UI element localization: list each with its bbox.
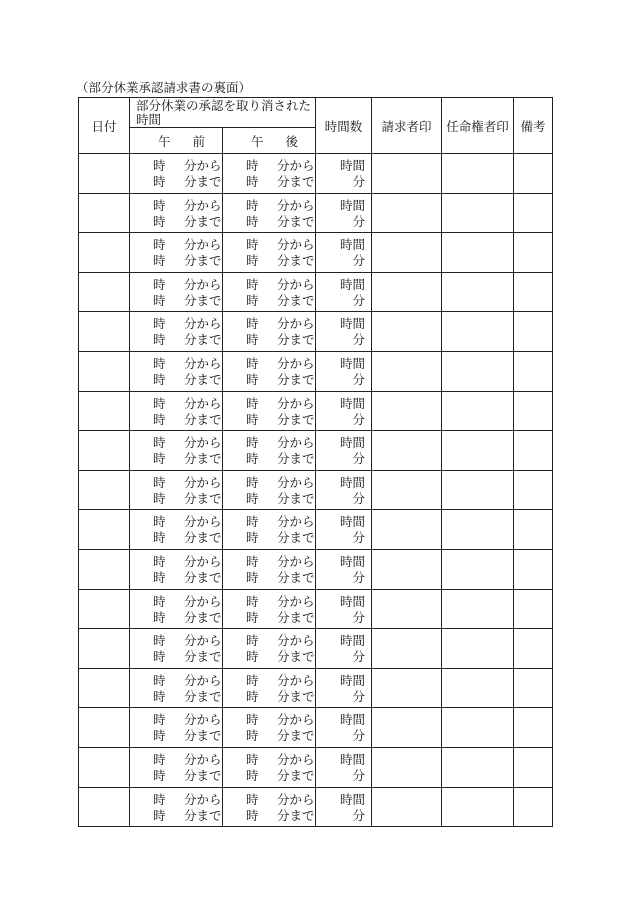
afternoon-time-cell[interactable]: 時 分から 時 分まで — [223, 589, 316, 629]
authority-seal-cell[interactable] — [442, 193, 514, 233]
table-row — [79, 708, 553, 748]
authority-seal-cell[interactable] — [442, 787, 514, 827]
requester-seal-cell[interactable] — [372, 351, 442, 391]
remarks-cell[interactable] — [514, 668, 553, 708]
remarks-cell[interactable] — [514, 312, 553, 352]
table-row — [79, 589, 553, 629]
header-hours: 時間数 — [316, 98, 372, 154]
morning-time-cell[interactable]: 時 分から 時 分まで — [130, 747, 223, 787]
hours-cell[interactable]: 時間 分 — [316, 233, 372, 273]
authority-seal-cell[interactable] — [442, 312, 514, 352]
table-row — [79, 629, 553, 669]
table-row — [79, 233, 553, 273]
hours-cell[interactable]: 時間 分 — [316, 431, 372, 471]
authority-seal-cell[interactable] — [442, 431, 514, 471]
date-cell[interactable] — [79, 668, 130, 708]
morning-time-cell[interactable]: 時 分から 時 分まで — [130, 272, 223, 312]
morning-time-cell[interactable]: 時 分から 時 分まで — [130, 431, 223, 471]
remarks-cell[interactable] — [514, 747, 553, 787]
afternoon-time-cell[interactable]: 時 分から 時 分まで — [223, 747, 316, 787]
table-row — [79, 154, 553, 194]
afternoon-time-cell[interactable]: 時 分から 時 分まで — [223, 470, 316, 510]
hours-cell[interactable]: 時間 分 — [316, 549, 372, 589]
header-authority-seal: 任命権者印 — [442, 98, 514, 154]
hours-cell[interactable]: 時間 分 — [316, 470, 372, 510]
requester-seal-cell[interactable] — [372, 549, 442, 589]
table-row — [79, 510, 553, 550]
header-requester-seal: 請求者印 — [372, 98, 442, 154]
hours-cell[interactable]: 時間 分 — [316, 589, 372, 629]
requester-seal-cell[interactable] — [372, 431, 442, 471]
authority-seal-cell[interactable] — [442, 668, 514, 708]
authority-seal-cell[interactable] — [442, 589, 514, 629]
table-row — [79, 351, 553, 391]
morning-time-cell[interactable]: 時 分から 時 分まで — [130, 470, 223, 510]
authority-seal-cell[interactable] — [442, 549, 514, 589]
requester-seal-cell[interactable] — [372, 154, 442, 194]
remarks-cell[interactable] — [514, 154, 553, 194]
authority-seal-cell[interactable] — [442, 708, 514, 748]
authority-seal-cell[interactable] — [442, 351, 514, 391]
morning-time-cell[interactable]: 時 分から 時 分まで — [130, 312, 223, 352]
authority-seal-cell[interactable] — [442, 510, 514, 550]
afternoon-time-cell[interactable]: 時 分から 時 分まで — [223, 549, 316, 589]
date-cell[interactable] — [79, 787, 130, 827]
authority-seal-cell[interactable] — [442, 629, 514, 669]
requester-seal-cell[interactable] — [372, 747, 442, 787]
morning-time-cell[interactable]: 時 分から 時 分まで — [130, 193, 223, 233]
date-cell[interactable] — [79, 431, 130, 471]
afternoon-time-cell[interactable]: 時 分から 時 分まで — [223, 668, 316, 708]
hours-cell[interactable]: 時間 分 — [316, 629, 372, 669]
date-cell[interactable] — [79, 312, 130, 352]
requester-seal-cell[interactable] — [372, 272, 442, 312]
authority-seal-cell[interactable] — [442, 233, 514, 273]
requester-seal-cell[interactable] — [372, 787, 442, 827]
afternoon-time-cell[interactable]: 時 分から 時 分まで — [223, 431, 316, 471]
morning-time-cell[interactable]: 時 分から 時 分まで — [130, 708, 223, 748]
remarks-cell[interactable] — [514, 549, 553, 589]
authority-seal-cell[interactable] — [442, 470, 514, 510]
hours-cell[interactable]: 時間 分 — [316, 747, 372, 787]
afternoon-time-cell[interactable]: 時 分から 時 分まで — [223, 233, 316, 273]
afternoon-time-cell[interactable]: 時 分から 時 分まで — [223, 351, 316, 391]
remarks-cell[interactable] — [514, 391, 553, 431]
table-row — [79, 549, 553, 589]
date-cell[interactable] — [79, 351, 130, 391]
hours-cell[interactable]: 時間 分 — [316, 312, 372, 352]
morning-time-cell[interactable]: 時 分から 時 分まで — [130, 391, 223, 431]
hours-cell[interactable]: 時間 分 — [316, 787, 372, 827]
afternoon-time-cell[interactable]: 時 分から 時 分まで — [223, 312, 316, 352]
form-caption: （部分休業承認請求書の裏面） — [76, 80, 252, 95]
table-row — [79, 272, 553, 312]
remarks-cell[interactable] — [514, 351, 553, 391]
hours-cell[interactable]: 時間 分 — [316, 668, 372, 708]
requester-seal-cell[interactable] — [372, 193, 442, 233]
afternoon-time-cell[interactable]: 時 分から 時 分まで — [223, 391, 316, 431]
date-cell[interactable] — [79, 510, 130, 550]
remarks-cell[interactable] — [514, 193, 553, 233]
date-cell[interactable] — [79, 549, 130, 589]
remarks-cell[interactable] — [514, 233, 553, 273]
header-afternoon: 午 後 — [223, 128, 316, 154]
date-cell[interactable] — [79, 272, 130, 312]
afternoon-time-cell[interactable]: 時 分から 時 分まで — [223, 193, 316, 233]
date-cell[interactable] — [79, 708, 130, 748]
requester-seal-cell[interactable] — [372, 668, 442, 708]
hours-cell[interactable]: 時間 分 — [316, 351, 372, 391]
afternoon-time-cell[interactable]: 時 分から 時 分まで — [223, 154, 316, 194]
requester-seal-cell[interactable] — [372, 312, 442, 352]
morning-time-cell[interactable]: 時 分から 時 分まで — [130, 510, 223, 550]
authority-seal-cell[interactable] — [442, 747, 514, 787]
morning-time-cell[interactable]: 時 分から 時 分まで — [130, 629, 223, 669]
header-date: 日付 — [79, 98, 130, 154]
morning-time-cell[interactable]: 時 分から 時 分まで — [130, 668, 223, 708]
remarks-cell[interactable] — [514, 629, 553, 669]
table-row — [79, 312, 553, 352]
hours-cell[interactable]: 時間 分 — [316, 154, 372, 194]
table-row — [79, 391, 553, 431]
authority-seal-cell[interactable] — [442, 154, 514, 194]
partial-leave-record-table — [78, 97, 553, 827]
table-row — [79, 668, 553, 708]
date-cell[interactable] — [79, 154, 130, 194]
remarks-cell[interactable] — [514, 470, 553, 510]
morning-time-cell[interactable]: 時 分から 時 分まで — [130, 233, 223, 273]
table-row — [79, 787, 553, 827]
remarks-cell[interactable] — [514, 589, 553, 629]
date-cell[interactable] — [79, 747, 130, 787]
remarks-cell[interactable] — [514, 708, 553, 748]
authority-seal-cell[interactable] — [442, 272, 514, 312]
requester-seal-cell[interactable] — [372, 233, 442, 273]
requester-seal-cell[interactable] — [372, 589, 442, 629]
authority-seal-cell[interactable] — [442, 391, 514, 431]
header-remarks: 備考 — [514, 98, 553, 154]
morning-time-cell[interactable]: 時 分から 時 分まで — [130, 589, 223, 629]
morning-time-cell[interactable]: 時 分から 時 分まで — [130, 154, 223, 194]
date-cell[interactable] — [79, 629, 130, 669]
afternoon-time-cell[interactable]: 時 分から 時 分まで — [223, 629, 316, 669]
afternoon-time-cell[interactable]: 時 分から 時 分まで — [223, 787, 316, 827]
afternoon-time-cell[interactable]: 時 分から 時 分まで — [223, 510, 316, 550]
hours-cell[interactable]: 時間 分 — [316, 193, 372, 233]
header-row-top — [79, 98, 553, 128]
morning-time-cell[interactable]: 時 分から 時 分まで — [130, 787, 223, 827]
afternoon-time-cell[interactable]: 時 分から 時 分まで — [223, 708, 316, 748]
morning-time-cell[interactable]: 時 分から 時 分まで — [130, 351, 223, 391]
remarks-cell[interactable] — [514, 787, 553, 827]
hours-cell[interactable]: 時間 分 — [316, 391, 372, 431]
remarks-cell[interactable] — [514, 272, 553, 312]
remarks-cell[interactable] — [514, 510, 553, 550]
requester-seal-cell[interactable] — [372, 708, 442, 748]
table-row — [79, 193, 553, 233]
table-row — [79, 470, 553, 510]
hours-cell[interactable]: 時間 分 — [316, 272, 372, 312]
requester-seal-cell[interactable] — [372, 629, 442, 669]
date-cell[interactable] — [79, 391, 130, 431]
hours-cell[interactable]: 時間 分 — [316, 708, 372, 748]
date-cell[interactable] — [79, 589, 130, 629]
table-row — [79, 747, 553, 787]
remarks-cell[interactable] — [514, 431, 553, 471]
date-cell[interactable] — [79, 233, 130, 273]
morning-time-cell[interactable]: 時 分から 時 分まで — [130, 549, 223, 589]
hours-cell[interactable]: 時間 分 — [316, 510, 372, 550]
header-morning: 午 前 — [130, 128, 223, 154]
table-row — [79, 431, 553, 471]
requester-seal-cell[interactable] — [372, 470, 442, 510]
date-cell[interactable] — [79, 470, 130, 510]
requester-seal-cell[interactable] — [372, 510, 442, 550]
afternoon-time-cell[interactable]: 時 分から 時 分まで — [223, 272, 316, 312]
requester-seal-cell[interactable] — [372, 391, 442, 431]
date-cell[interactable] — [79, 193, 130, 233]
header-approval-cancelled: 部分休業の承認を取り消された時間 — [130, 98, 316, 128]
